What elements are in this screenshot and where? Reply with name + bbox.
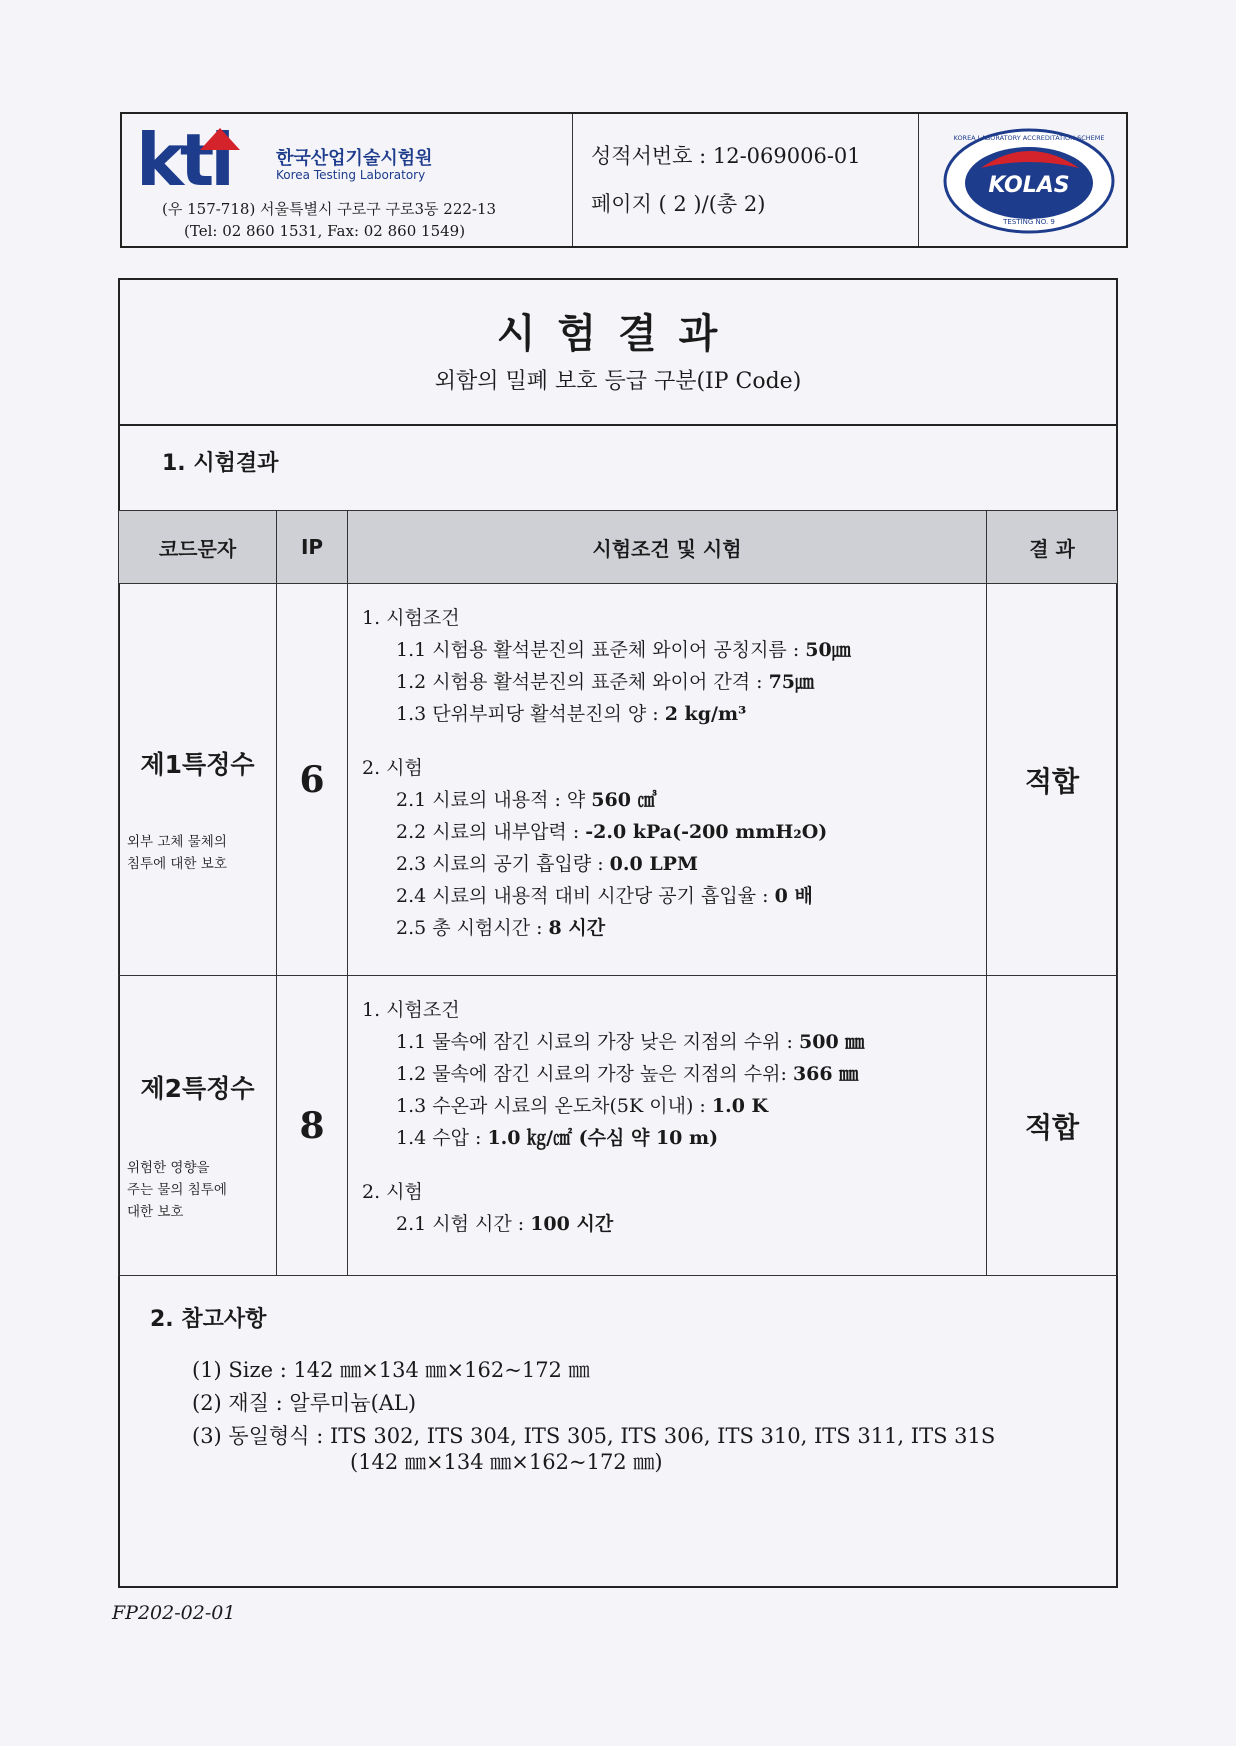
column-header-ip: IP (277, 511, 348, 584)
page-subtitle: 외함의 밀폐 보호 등급 구분(IP Code) (434, 369, 802, 394)
code-description-line: 대한 보호 (127, 1203, 184, 1220)
certificate-info (573, 114, 919, 246)
column-header-result: 결 과 (987, 511, 1118, 584)
ktl-logo-triangle-icon (200, 128, 240, 150)
test-item: 2.3 시료의 공기 흡입량 : 0.0 LPM (396, 853, 699, 875)
condition-item: 1.2 물속에 잠긴 시료의 가장 높은 지점의 수위: 366 ㎜ (396, 1063, 859, 1085)
note-same-models: (3) 동일형식 : ITS 302, ITS 304, ITS 305, ITS 306, ITS 310, ITS 311, ITS 31S (192, 1424, 996, 1448)
conditions-cell (348, 976, 987, 1276)
ip-value: 6 (277, 584, 348, 976)
ktl-logo: ktl (136, 118, 231, 202)
lab-contact: (Tel: 02 860 1531, Fax: 02 860 1549) (184, 222, 466, 240)
section-heading-notes: 2. 참고사항 (150, 1307, 267, 1332)
column-header-conditions: 시험조건 및 시험 (348, 511, 987, 584)
condition-item: 1.3 수온과 시료의 온도차(5K 이내) : 1.0 K (396, 1095, 769, 1117)
code-description-line: 위험한 영향을 (127, 1159, 210, 1176)
test-item: 2.1 시료의 내용적 : 약 560 ㎤ (396, 789, 657, 811)
condition-item: 1.3 단위부피당 활석분진의 양 : 2 kg/m³ (396, 703, 747, 725)
code-description (127, 831, 276, 875)
table-row (119, 584, 1118, 976)
condition-item: 1.1 물속에 잠긴 시료의 가장 낮은 지점의 수위 : 500 ㎜ (396, 1031, 865, 1053)
org-name-ko: 한국산업기술시험원 (276, 148, 433, 169)
ip-value: 8 (277, 976, 348, 1276)
result-value: 적합 (987, 976, 1118, 1276)
code-name: 제1특정수 (140, 749, 255, 779)
section-heading-results: 1. 시험결과 (162, 451, 279, 476)
condition-item: 1.2 시험용 활석분진의 표준체 와이어 간격 : 75㎛ (396, 671, 815, 693)
conditions-heading: 1. 시험조건 (362, 607, 460, 629)
divider (120, 424, 1116, 426)
conditions-cell (348, 584, 987, 976)
svg-text:TESTING NO. 9: TESTING NO. 9 (1003, 218, 1055, 226)
conditions-heading: 1. 시험조건 (362, 999, 460, 1021)
condition-item: 1.4 수압 : 1.0 ㎏/㎠ (수심 약 10 m) (396, 1127, 719, 1149)
tests-heading: 2. 시험 (362, 757, 423, 779)
accreditation-cell (919, 114, 1126, 246)
note-size: (1) Size : 142 ㎜×134 ㎜×162~172 ㎜ (192, 1358, 590, 1382)
test-item: 2.5 총 시험시간 : 8 시간 (396, 917, 606, 939)
test-item: 2.2 시료의 내부압력 : -2.0 kPa(-200 mmH₂O) (396, 821, 828, 843)
test-results-section (118, 278, 1118, 1588)
form-code: FP202-02-01 (112, 1602, 236, 1624)
code-description (127, 1157, 276, 1223)
note-material: (2) 재질 : 알루미늄(AL) (192, 1391, 417, 1415)
note-same-models-size: (142 ㎜×134 ㎜×162~172 ㎜) (350, 1450, 663, 1474)
table-header-row (119, 511, 1118, 584)
code-description-line: 침투에 대한 보호 (127, 855, 227, 872)
kolas-logo-icon (941, 126, 1117, 236)
results-table (118, 510, 1118, 1276)
svg-text:KOREA LABORATORY ACCREDITATION: KOREA LABORATORY ACCREDITATION SCHEME (953, 134, 1105, 142)
code-name: 제2특정수 (140, 1073, 255, 1103)
condition-item: 1.1 시험용 활석분진의 표준체 와이어 공칭지름 : 50㎛ (396, 639, 851, 661)
certificate-number: 성적서번호 : 12-069006-01 (591, 144, 861, 168)
code-description-line: 외부 고체 물체의 (127, 833, 227, 850)
test-item: 2.1 시험 시간 : 100 시간 (396, 1213, 614, 1235)
test-item: 2.4 시료의 내용적 대비 시간당 공기 흡입율 : 0 배 (396, 885, 813, 907)
code-cell (119, 584, 277, 976)
column-header-code: 코드문자 (119, 511, 277, 584)
lab-info (122, 114, 573, 246)
page-title: 시험결과 (496, 311, 740, 357)
org-name-en: Korea Testing Laboratory (276, 168, 426, 182)
report-header (120, 112, 1128, 248)
lab-address: (우 157-718) 서울특별시 구로구 구로3동 222-13 (162, 200, 497, 218)
code-cell (119, 976, 277, 1276)
tests-heading: 2. 시험 (362, 1181, 423, 1203)
result-value: 적합 (987, 584, 1118, 976)
table-row (119, 976, 1118, 1276)
code-description-line: 주는 물의 침투에 (127, 1181, 227, 1198)
page-indicator: 페이지 ( 2 )/(총 2) (591, 192, 766, 216)
svg-text:KOLAS: KOLAS (988, 173, 1070, 198)
